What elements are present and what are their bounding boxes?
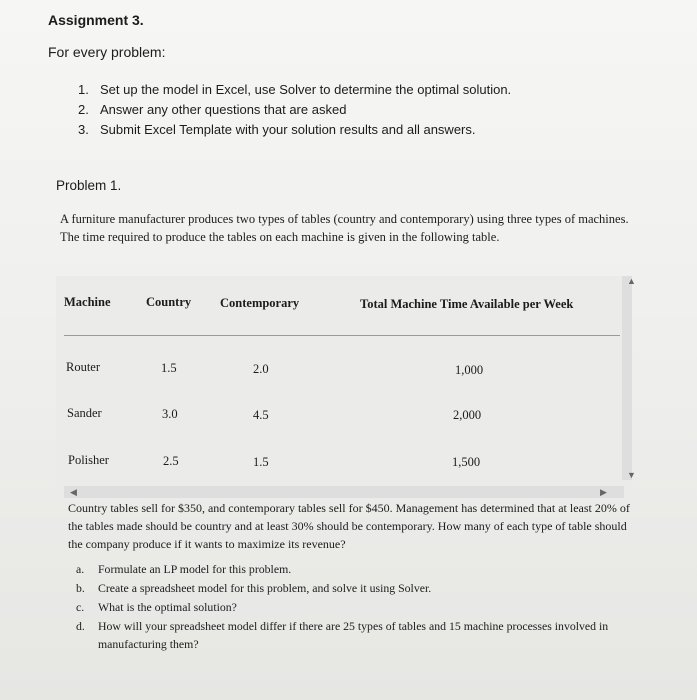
- step-text: Answer any other questions that are asked: [100, 102, 347, 117]
- table-cell: 3.0: [162, 407, 178, 421]
- step-text: Submit Excel Template with your solution results and all answers.: [100, 122, 476, 137]
- problem-title: Problem 1.: [56, 178, 122, 193]
- subquestion-letter: c.: [76, 600, 85, 614]
- subquestion-letter: b.: [76, 581, 85, 595]
- scroll-up-icon[interactable]: ▲: [627, 276, 636, 286]
- problem-description: A furniture manufacturer produces two types of tables (country and contemporary) using three types of machines. The time required to produce the tables on each machine is given in the following table.: [60, 212, 629, 244]
- column-header: Country: [146, 295, 192, 309]
- step-number: 1.: [78, 82, 89, 97]
- table-divider: [64, 335, 620, 336]
- step-number: 3.: [78, 122, 89, 137]
- list-item: [76, 560, 636, 578]
- table-cell: 4.5: [253, 408, 269, 422]
- scroll-down-icon[interactable]: ▼: [627, 470, 636, 480]
- subquestion-text: How will your spreadsheet model differ if there are 25 types of tables and 15 machine processes involved in manufacturing them?: [98, 619, 609, 651]
- subquestion-letter: d.: [76, 619, 85, 633]
- step-number: 2.: [78, 102, 89, 117]
- page-title: Assignment 3.: [48, 12, 144, 28]
- step-text: Set up the model in Excel, use Solver to determine the optimal solution.: [100, 82, 512, 97]
- subquestion-text: What is the optimal solution?: [98, 600, 237, 614]
- subquestion-text: Formulate an LP model for this problem.: [98, 562, 292, 576]
- scroll-left-icon[interactable]: ◀: [70, 487, 77, 497]
- vertical-scrollbar[interactable]: [622, 276, 632, 480]
- subquestion-text: Create a spreadsheet model for this problem, and solve it using Solver.: [98, 581, 432, 595]
- column-header: Total Machine Time Available per Week: [360, 297, 574, 311]
- subquestion-letter: a.: [76, 562, 85, 576]
- table-cell: 2.5: [163, 454, 179, 468]
- table-cell: 1,500: [452, 455, 481, 469]
- table-cell: Polisher: [68, 453, 109, 467]
- table-cell: 1.5: [253, 455, 269, 469]
- list-item: [76, 598, 636, 616]
- table-cell: 2.0: [253, 362, 269, 376]
- list-item: [76, 579, 636, 597]
- intro-text: For every problem:: [48, 44, 166, 60]
- table-cell: 2,000: [453, 408, 482, 422]
- column-header: Contemporary: [220, 296, 300, 310]
- list-item: [76, 617, 636, 653]
- list-item: [78, 100, 511, 120]
- table-cell: Sander: [67, 406, 102, 420]
- scroll-right-icon[interactable]: ▶: [600, 487, 607, 497]
- table-cell: Router: [66, 360, 101, 374]
- list-item: [78, 120, 511, 140]
- horizontal-scrollbar[interactable]: [64, 486, 624, 498]
- steps-list: [78, 80, 511, 140]
- subquestion-list: [76, 560, 636, 654]
- table-cell: 1,000: [455, 363, 484, 377]
- column-header: Machine: [64, 295, 111, 309]
- list-item: [78, 80, 511, 100]
- table-cell: 1.5: [161, 361, 177, 375]
- problem-question: Country tables sell for $350, and contemporary tables sell for $450. Management has determined that at least 20% of the tables made should be country and at least 30% should be contemporary. How many of each type of table should the company produce if it wants to maximize its revenue?: [68, 501, 630, 551]
